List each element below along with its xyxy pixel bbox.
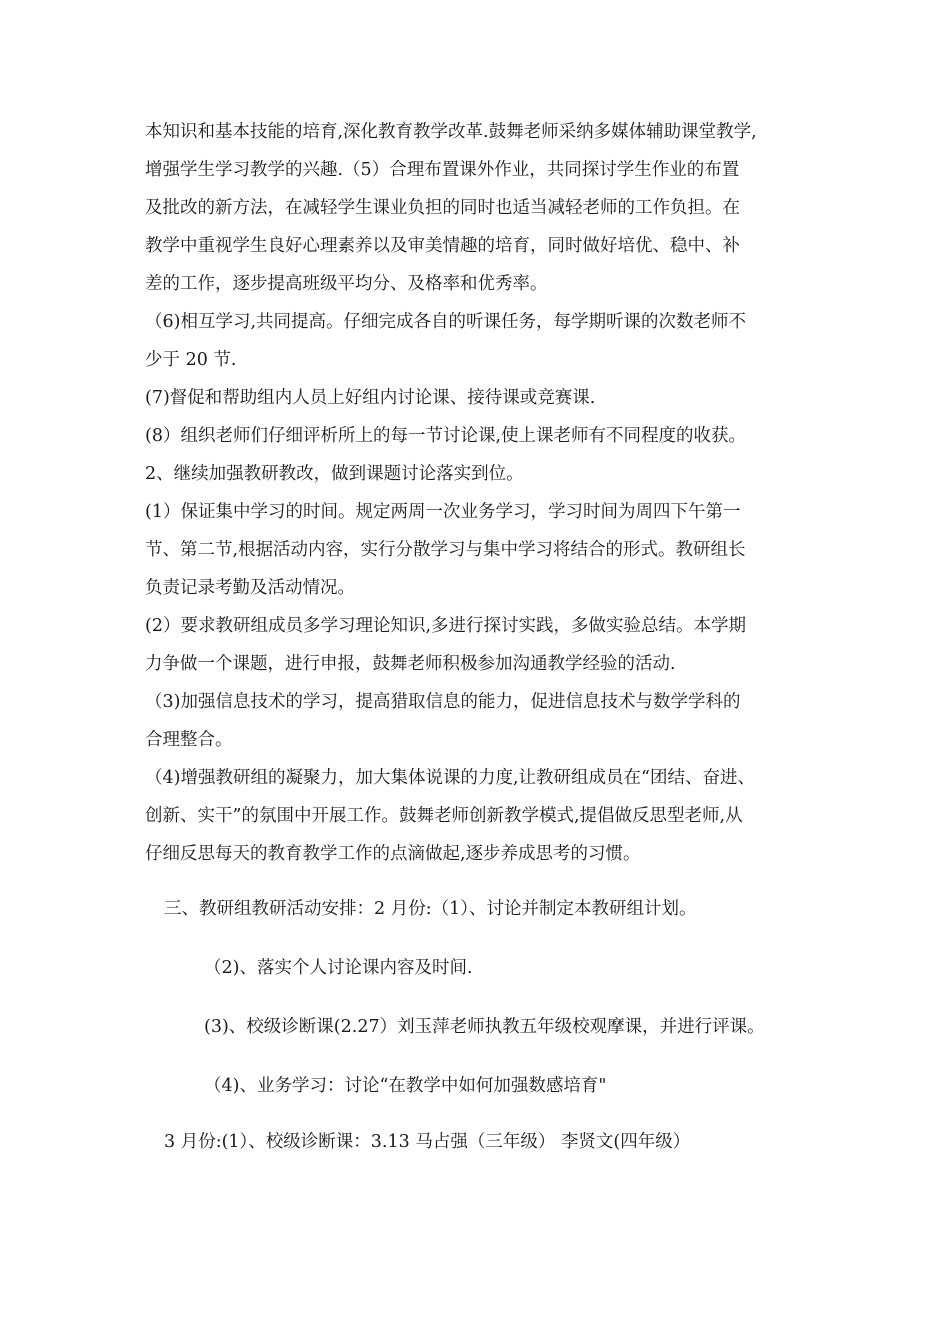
- paragraph-line: (1）保证集中学习的时间。规定两周一次业务学习，学习时间为周四下午第一: [145, 502, 741, 522]
- paragraph-line: 创新、实干”的氛围中开展工作。鼓舞老师创新教学模式,提倡做反思型老师,从: [145, 806, 743, 826]
- section-heading: 三、教研组教研活动安排：2 月份:（1）、讨论并制定本教研组计划。: [164, 899, 697, 919]
- schedule-item: （4)、业务学习：讨论“在教学中如何加强数感培育": [204, 1076, 607, 1096]
- paragraph-line: 少于 20 节.: [145, 350, 237, 370]
- paragraph-line: (7)督促和帮助组内人员上好组内讨论课、接待课或竞赛课.: [145, 388, 596, 408]
- schedule-item: 3 月份:(1）、校级诊断课：3.13 马占强（三年级） 李贤文(四年级）: [164, 1132, 691, 1152]
- schedule-item: (3)、校级诊断课(2.27）刘玉萍老师执教五年级校观摩课，并进行评课。: [204, 1017, 765, 1037]
- paragraph-line: 及批改的新方法，在减轻学生课业负担的同时也适当减轻老师的工作负担。在: [145, 198, 740, 218]
- paragraph-line: 差的工作，逐步提高班级平均分、及格率和优秀率。: [145, 274, 548, 294]
- paragraph-line: 力争做一个课题，进行申报，鼓舞老师积极参加沟通教学经验的活动.: [145, 654, 676, 674]
- paragraph-line: 节、第二节,根据活动内容，实行分散学习与集中学习将结合的形式。教研组长: [145, 540, 746, 560]
- paragraph-line: 合理整合。: [145, 730, 233, 750]
- paragraph-line: (2）要求教研组成员多学习理论知识,多进行探讨实践，多做实验总结。本学期: [145, 616, 747, 636]
- paragraph-line: (8）组织老师们仔细评析所上的每一节讨论课,使上课老师有不同程度的收获。: [145, 426, 747, 446]
- paragraph-line: （3)加强信息技术的学习，提高猎取信息的能力，促进信息技术与数学学科的: [145, 692, 741, 712]
- paragraph-line: （6)相互学习,共同提高。仔细完成各自的听课任务，每学期听课的次数老师不: [145, 312, 747, 332]
- section-heading: 2、继续加强教研教改，做到课题讨论落实到位。: [145, 464, 524, 484]
- paragraph-line: 负责记录考勤及活动情况。: [145, 578, 355, 598]
- paragraph-line: 仔细反思每天的教育教学工作的点滴做起,逐步养成思考的习惯。: [145, 844, 641, 864]
- schedule-item: （2)、落实个人讨论课内容及时间.: [204, 958, 473, 978]
- paragraph-line: （4)增强教研组的凝聚力，加大集体说课的力度,让教研组成员在“团结、奋进、: [145, 768, 755, 788]
- paragraph-line: 增强学生学习教学的兴趣.（5）合理布置课外作业，共同探讨学生作业的布置: [145, 160, 740, 180]
- paragraph-line: 本知识和基本技能的培育,深化教育教学改革.鼓舞老师采纳多媒体辅助课堂教学,: [145, 122, 757, 142]
- paragraph-line: 教学中重视学生良好心理素养以及审美情趣的培育，同时做好培优、稳中、补: [145, 236, 740, 256]
